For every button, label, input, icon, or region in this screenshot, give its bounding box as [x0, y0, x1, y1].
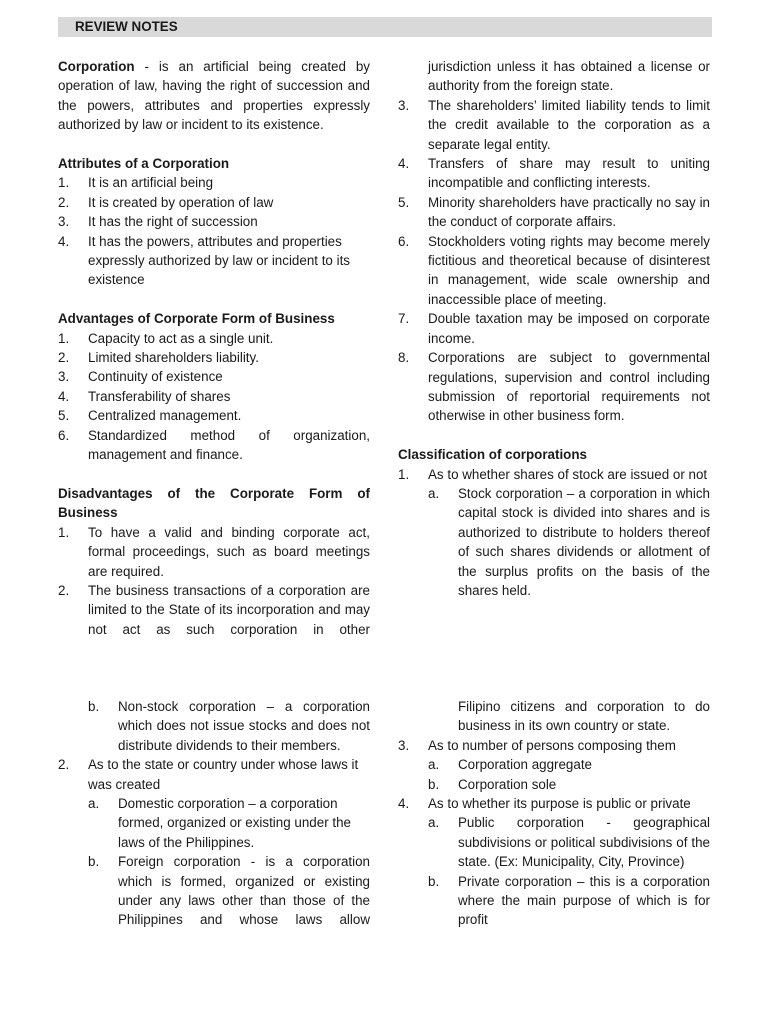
- corporation-definition-text: - is an artificial being created by operation of law, having the right of succession and the powers, attributes and properties expressly authorized by law or incident to its existence.: [58, 59, 370, 133]
- corporation-term: Corporation: [58, 59, 135, 74]
- list-item: 6. Standardized method of organization, management and finance.: [58, 427, 370, 463]
- classification-sublist: [88, 794, 370, 930]
- list-item: a. Domestic corporation – a corporation formed, organized or existing under the laws of the Philippines.: [88, 796, 351, 850]
- list-item: b. Private corporation – this is a corporation where the main purpose of which is for profit: [428, 873, 710, 928]
- review-notes-header: [58, 17, 712, 37]
- list-item: 1. As to whether shares of stock are issued or not: [398, 466, 708, 482]
- page2-left-column: [58, 697, 370, 930]
- list-item: 4. It has the powers, attributes and properties expressly authorized by law or incident to its existence: [58, 233, 350, 288]
- list-item: 1. Capacity to act as a single unit.: [58, 330, 274, 346]
- classification-sublist: [428, 813, 710, 929]
- advantages-heading: Advantages of Corporate Form of Business: [58, 311, 335, 327]
- list-item: 4. Transferability of shares: [58, 388, 231, 404]
- list-item: 1. It is an artificial being: [58, 175, 214, 191]
- list-item: 4. Transfers of share may result to uniting incompatible and conflicting interests.: [398, 156, 710, 191]
- disadvantages-heading: Disadvantages of the Corporate Form of Business: [58, 485, 370, 521]
- disadvantages-list: [58, 523, 370, 639]
- classification-list: [398, 465, 710, 484]
- list-item: 7. Double taxation may be imposed on corporate income.: [398, 311, 710, 346]
- list-item: 2. It is created by operation of law: [58, 194, 274, 210]
- list-item: 3. The shareholders’ limited liability tends to limit the credit available to the corporation as a separate legal entity.: [398, 97, 710, 152]
- list-item: b. Corporation sole: [428, 776, 557, 792]
- corporation-definition: [58, 57, 370, 135]
- list-item: 2. Limited shareholders liability.: [58, 350, 259, 366]
- advantages-list: [58, 329, 370, 465]
- attributes-list: [58, 173, 370, 289]
- continuation-text: Filipino citizens and corporation to do business in its own country or state.: [458, 699, 710, 734]
- classification-sublist: [428, 484, 710, 600]
- page2-right-column: [398, 697, 710, 930]
- list-item: 3. It has the right of succession: [58, 214, 258, 230]
- disadvantages-list-continued: [398, 96, 710, 426]
- list-item: 2. The business transactions of a corporation are limited to the State of its incorporation and may not act as such corporation in other: [58, 582, 370, 637]
- list-item: 3. As to number of persons composing them: [398, 737, 676, 753]
- classification-list: [398, 736, 710, 755]
- classification-list: [58, 755, 370, 794]
- list-item: 2. As to the state or country under whose laws it was created: [58, 757, 359, 792]
- list-item: a. Public corporation - geographical subdivisions or political subdivisions of the state. (Ex: Municipality, City, Province): [428, 815, 710, 870]
- list-item: 5. Centralized management.: [58, 408, 242, 424]
- classification-sublist: [88, 697, 370, 755]
- classification-heading: Classification of corporations: [398, 447, 587, 463]
- list-item: 1. To have a valid and binding corporate act, formal proceedings, such as board meetings are required.: [58, 524, 370, 579]
- list-item: 4. As to whether its purpose is public or private: [398, 796, 691, 812]
- continuation-text: jurisdiction unless it has obtained a license or authority from the foreign state.: [428, 59, 710, 94]
- attributes-heading: Attributes of a Corporation: [58, 156, 230, 172]
- list-item: a. Corporation aggregate: [428, 757, 592, 773]
- list-item: b. Foreign corporation - is a corporation which is formed, organized or existing under any laws other than those of the Philippines and whose laws allow: [88, 854, 370, 928]
- classification-sublist: [428, 755, 710, 794]
- list-item: 6. Stockholders voting rights may become merely fictitious and theoretical because of disinterest in management, wide scale ownership and inaccessible place of meeting.: [398, 233, 710, 307]
- classification-list: [398, 794, 710, 813]
- page1-right-column: [398, 57, 710, 600]
- list-item: 8. Corporations are subject to governmental regulations, supervision and control including submission of reportorial requirements not otherwise in other business form.: [398, 350, 710, 424]
- header-title: REVIEW NOTES: [75, 19, 178, 34]
- list-item: b. Non-stock corporation – a corporation which does not issue stocks and does not distribute dividends to their members.: [88, 699, 370, 753]
- list-item: a. Stock corporation – a corporation in which capital stock is divided into shares and is authorized to distribute to holders thereof of such shares dividends or allotment of the surplus profits on the basis of the shares held.: [428, 485, 710, 598]
- list-item: 3. Continuity of existence: [58, 369, 223, 385]
- list-item: 5. Minority shareholders have practically no say in the conduct of corporate affairs.: [398, 194, 710, 230]
- page1-left-column: [58, 57, 370, 639]
